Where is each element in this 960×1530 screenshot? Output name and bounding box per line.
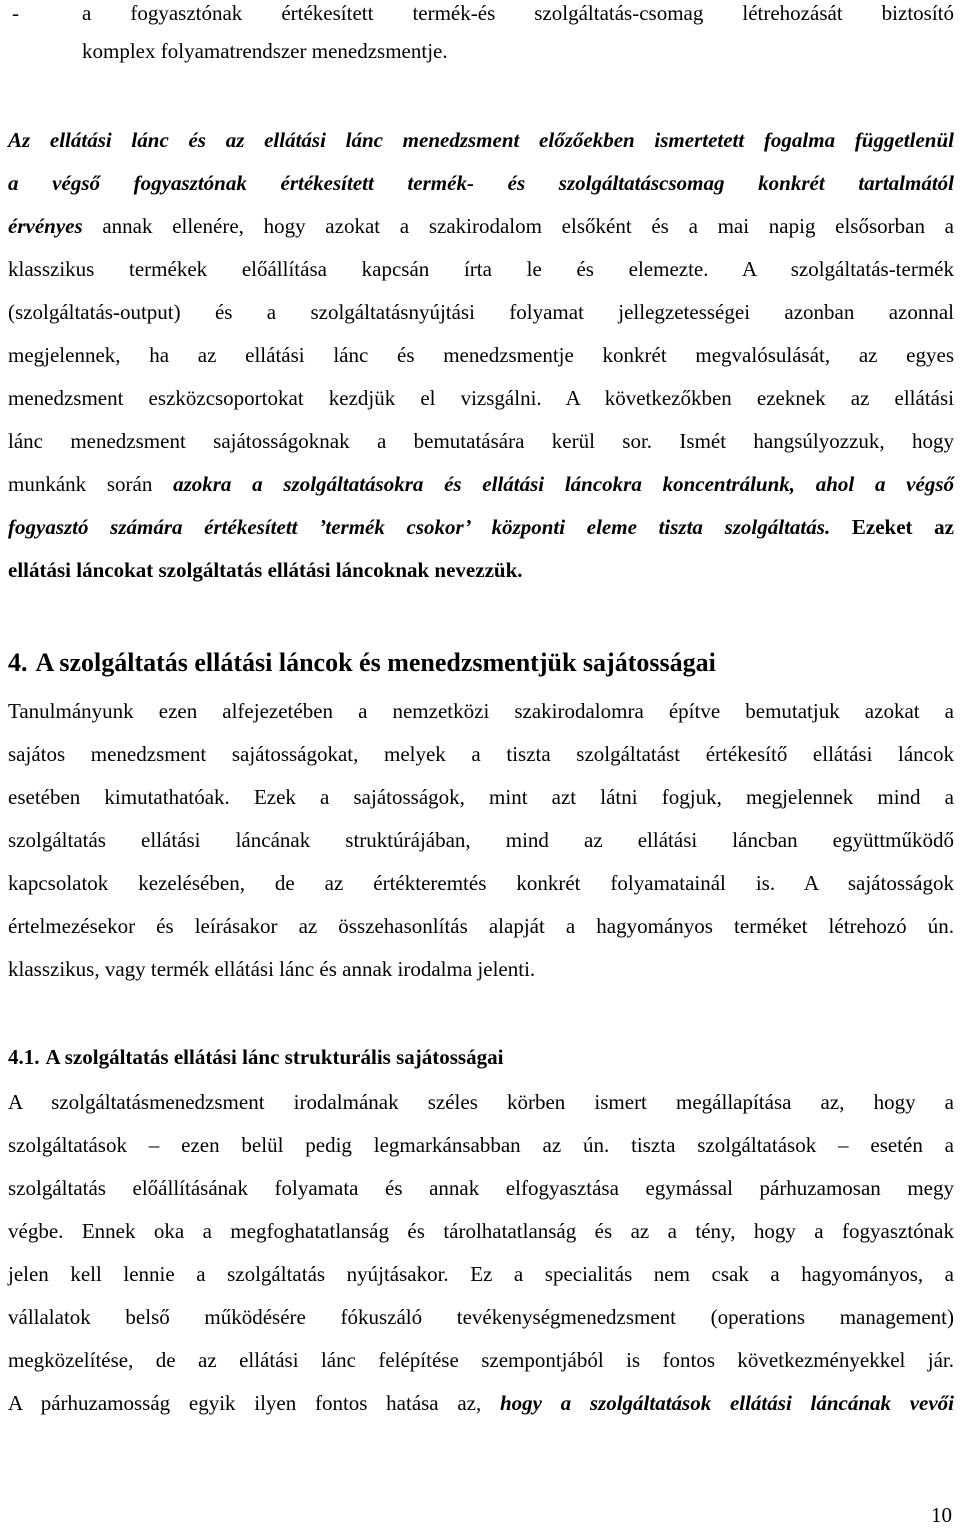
subsection-title: A szolgáltatás ellátási lánc strukturális sajátosságai xyxy=(45,1045,504,1069)
subsection-number: 4.1. xyxy=(8,1045,40,1069)
paragraph-line: esetében kimutathatóak. Ezek a sajátosságok, mint azt látni fogjuk, megjelennek mind a xyxy=(8,785,954,809)
paragraph-line: Tanulmányunk ezen alfejezetében a nemzetközi szakirodalomra építve bemutatjuk azokat a xyxy=(8,699,954,723)
bullet-line: a fogyasztónak értékesített termék-és szolgáltatás-csomag létrehozását biztosító xyxy=(82,1,954,25)
paragraph-line: klasszikus termékek előállítása kapcsán írta le és elemezte. A szolgáltatás-termék xyxy=(8,257,954,281)
paragraph-3 xyxy=(8,1081,954,1425)
emphasis-text: érvényes xyxy=(8,214,83,238)
section-number: 4. xyxy=(8,648,28,677)
paragraph-2 xyxy=(8,690,954,991)
paragraph-line: szolgáltatás ellátási láncának struktúrájában, mind az ellátási láncban együttműködő xyxy=(8,828,954,852)
paragraph-line: klasszikus, vagy termék ellátási lánc és annak irodalma jelenti. xyxy=(8,957,536,981)
paragraph-line: Az ellátási lánc és az ellátási lánc menedzsment előzőekben ismertetett fogalma függetlenül xyxy=(8,128,954,152)
paragraph-line: sajátos menedzsment sajátosságokat, melyek a tiszta szolgáltatást értékesítő ellátási láncok xyxy=(8,742,954,766)
paragraph-line: szolgáltatások – ezen belül pedig legmarkánsabban az ún. tiszta szolgáltatások – esetén a xyxy=(8,1133,954,1157)
emphasis-text: fogyasztó számára értékesített ’termék csokor’ központi eleme tiszta szolgáltatás. xyxy=(8,515,831,539)
paragraph-line xyxy=(8,1382,954,1425)
paragraph-line: megjelennek, ha az ellátási lánc és menedzsmentje konkrét megvalósulását, az egyes xyxy=(8,343,954,367)
paragraph-line xyxy=(8,205,954,248)
paragraph-line: jelen kell lennie a szolgáltatás nyújtásakor. Ez a specialitás nem csak a hagyományos, a xyxy=(8,1262,954,1286)
paragraph-line: menedzsment eszközcsoportokat kezdjük el vizsgálni. A következőkben ezeknek az ellátási xyxy=(8,386,954,410)
paragraph-line: megközelítése, de az ellátási lánc felépítése szempontjából is fontos következményekkel jár. xyxy=(8,1348,954,1372)
paragraph-line: ellátási láncokat szolgáltatás ellátási láncoknak nevezzük. xyxy=(8,558,523,582)
bullet-line: komplex folyamatrendszer menedzsmentje. xyxy=(82,39,448,63)
paragraph-line: értelmezésekor és leírásakor az összehasonlítás alapját a hagyományos terméket létrehozó ún. xyxy=(8,914,954,938)
paragraph-line: vállalatok belső működésére fókuszáló tevékenységmenedzsment (operations management) xyxy=(8,1305,954,1329)
paragraph-line: A szolgáltatásmenedzsment irodalmának széles körben ismert megállapítása az, hogy a xyxy=(8,1090,954,1114)
subsection-heading xyxy=(8,1042,503,1072)
paragraph-line: (szolgáltatás-output) és a szolgáltatásnyújtási folyamat jellegzetességei azonban azonnal xyxy=(8,300,954,324)
plain-text: A párhuzamosság egyik ilyen fontos hatása az, xyxy=(8,1391,500,1415)
paragraph-line: kapcsolatok kezelésében, de az értékteremtés konkrét folyamatainál is. A sajátosságok xyxy=(8,871,954,895)
plain-text: munkánk során xyxy=(8,472,174,496)
paragraph-line: lánc menedzsment sajátosságoknak a bemutatására kerül sor. Ismét hangsúlyozzuk, hogy xyxy=(8,429,954,453)
paragraph-line: végbe. Ennek oka a megfoghatatlanság és tárolhatatlanság és az a tény, hogy a fogyasztónak xyxy=(8,1219,954,1243)
plain-text: annak ellenére, hogy azokat a szakirodalom elsőként és a mai napig elsősorban a xyxy=(82,214,954,238)
emphasis-text: hogy a szolgáltatások ellátási láncának vevői xyxy=(499,1391,955,1415)
bullet-text xyxy=(82,0,954,76)
bullet-item xyxy=(8,0,954,76)
bullet-dash: - xyxy=(12,1,19,25)
bold-text: Ezeket az xyxy=(830,515,955,539)
paragraph-1 xyxy=(8,119,954,592)
paragraph-line: a végső fogyasztónak értékesített termék- és szolgáltatáscsomag konkrét tartalmától xyxy=(8,171,954,195)
section-title: A szolgáltatás ellátási láncok és menedzsmentjük sajátosságai xyxy=(35,648,716,677)
paragraph-line xyxy=(8,506,954,549)
paragraph-line xyxy=(8,463,954,506)
page-number: 10 xyxy=(931,1503,952,1527)
paragraph-line: szolgáltatás előállításának folyamata és annak elfogyasztása egymással párhuzamosan megy xyxy=(8,1176,954,1200)
emphasis-text: azokra a szolgáltatásokra és ellátási láncokra koncentrálunk, ahol a végső xyxy=(173,472,954,496)
section-heading xyxy=(8,646,716,680)
